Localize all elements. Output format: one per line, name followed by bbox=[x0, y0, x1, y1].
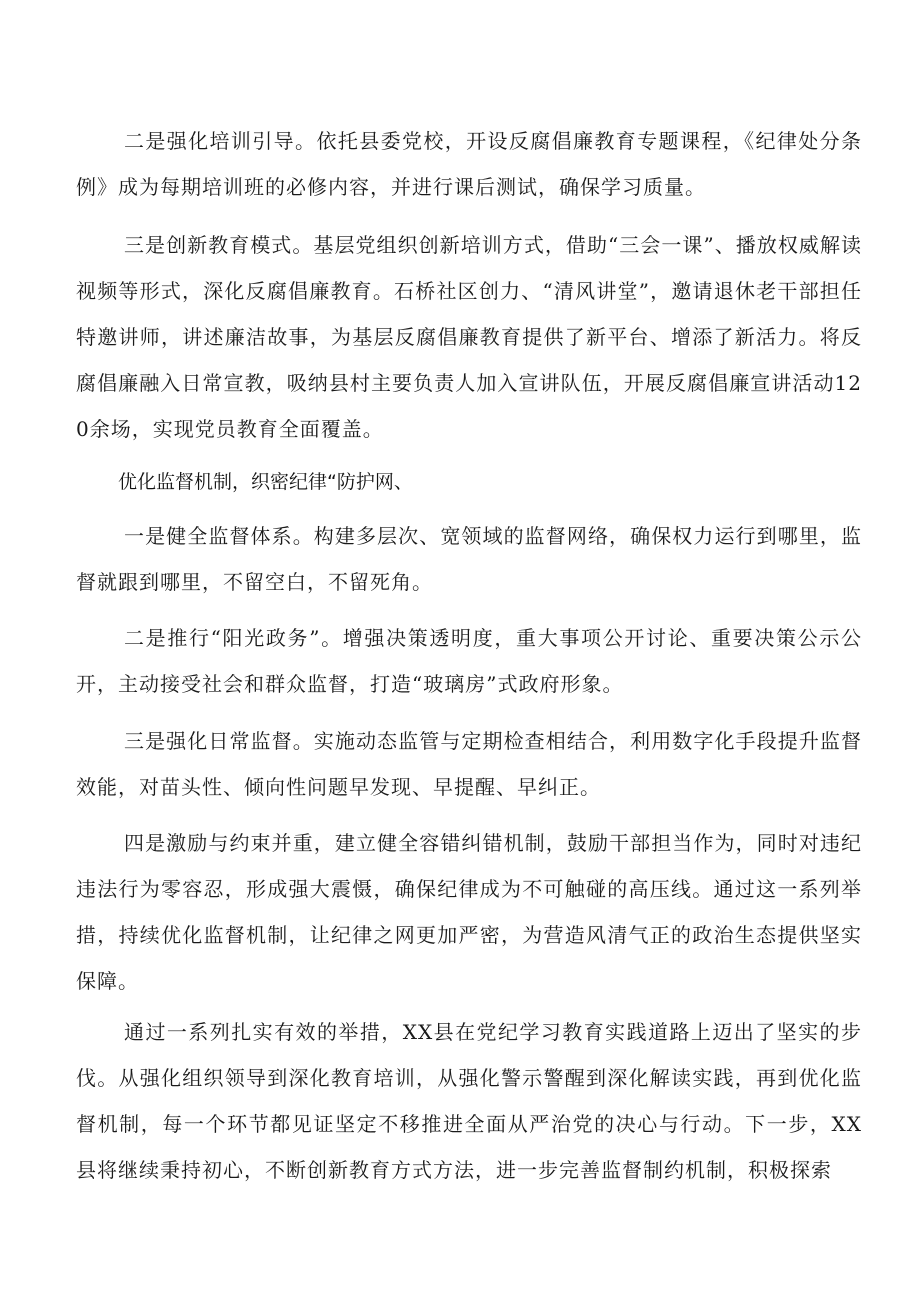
paragraph-conclusion: 通过一系列扎实有效的举措，XX县在党纪学习教育实践道路上迈出了坚实的步伐。从强化组织领导到深化教育培训，从强化警示警醒到深化解读实践，再到优化监督机制，每一个环节都见证坚定不移推进全面从严治党的决心与行动。下一步，XX县将继续秉持初心，不断创新教育方式方法，进一步完善监督制约机制，积极探索 bbox=[76, 1020, 862, 1182]
section-heading: 优化监督机制，织密纪律“防护网、 bbox=[118, 471, 413, 493]
paragraph-sunshine-governance: 二是推行“阳光政务”。增强决策透明度，重大事项公开讨论、重要决策公示公开，主动接受社会和群众监督，打造“玻璃房”式政府形象。 bbox=[76, 626, 862, 696]
paragraph-incentive-constraint: 四是激励与约束并重，建立健全容错纠错机制，鼓励干部担当作为，同时对违纪违法行为零容忍，形成强大震慑，确保纪律成为不可触碰的高压线。通过这一系列举措，持续优化监督机制，让纪律之网更加严密，为营造风清气正的政治生态提供坚实保障。 bbox=[76, 831, 862, 993]
paragraph-supervision-system: 一是健全监督体系。构建多层次、宽领域的监督网络，确保权力运行到哪里，监督就跟到哪里，不留空白，不留死角。 bbox=[76, 524, 862, 594]
paragraph-education-model: 三是创新教育模式。基层党组织创新培训方式，借助“三会一课”、播放权威解读视频等形式，深化反腐倡廉教育。石桥社区创力、“清风讲堂”，邀请退休老干部担任特邀讲师，讲述廉洁故事，为基层反腐倡廉教育提供了新平台、增添了新活力。将反腐倡廉融入日常宣教，吸纳县村主要负责人加入宣讲队伍，开展反腐倡廉宣讲活动120余场，实现党员教育全面覆盖。 bbox=[76, 233, 862, 441]
paragraph-training-guidance: 二是强化培训引导。依托县委党校，开设反腐倡廉教育专题课程，《纪律处分条例》成为每期培训班的必修内容，并进行课后测试，确保学习质量。 bbox=[76, 129, 862, 199]
paragraph-daily-supervision: 三是强化日常监督。实施动态监管与定期检查相结合，利用数字化手段提升监督效能，对苗头性、倾向性问题早发现、早提醒、早纠正。 bbox=[76, 729, 862, 799]
